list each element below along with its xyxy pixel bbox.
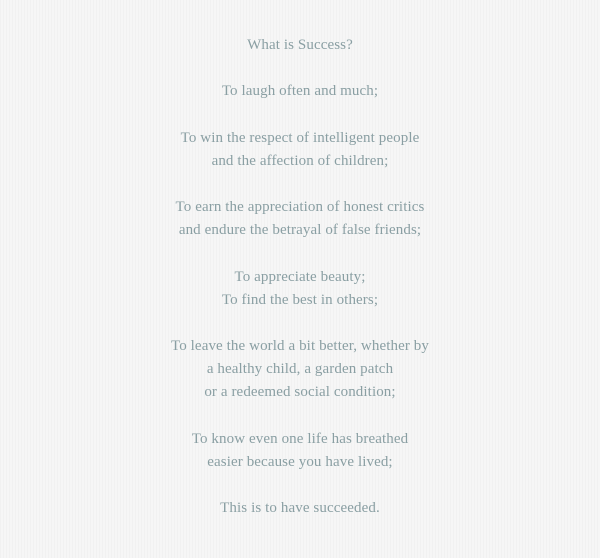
- poem-line: and the affection of children;: [211, 153, 389, 169]
- poem-line: To find the best in others;: [221, 292, 379, 308]
- poem-title: What is Success?: [247, 37, 353, 53]
- poem-line: To know even one life has breathed: [191, 431, 409, 447]
- poem-line: To win the respect of intelligent people: [180, 130, 420, 146]
- poem-line: To laugh often and much;: [221, 83, 379, 99]
- poem-line: To earn the appreciation of honest critics: [175, 199, 425, 215]
- poem-line: or a redeemed social condition;: [204, 384, 396, 400]
- poem-line: easier because you have lived;: [207, 454, 393, 470]
- poem-closing-line: This is to have succeeded.: [220, 500, 380, 516]
- poem-line: a healthy child, a garden patch: [206, 361, 394, 377]
- poem-line: To appreciate beauty;: [234, 269, 366, 285]
- poem-line: To leave the world a bit better, whether by: [171, 338, 429, 354]
- poem-line: and endure the betrayal of false friends;: [178, 222, 422, 238]
